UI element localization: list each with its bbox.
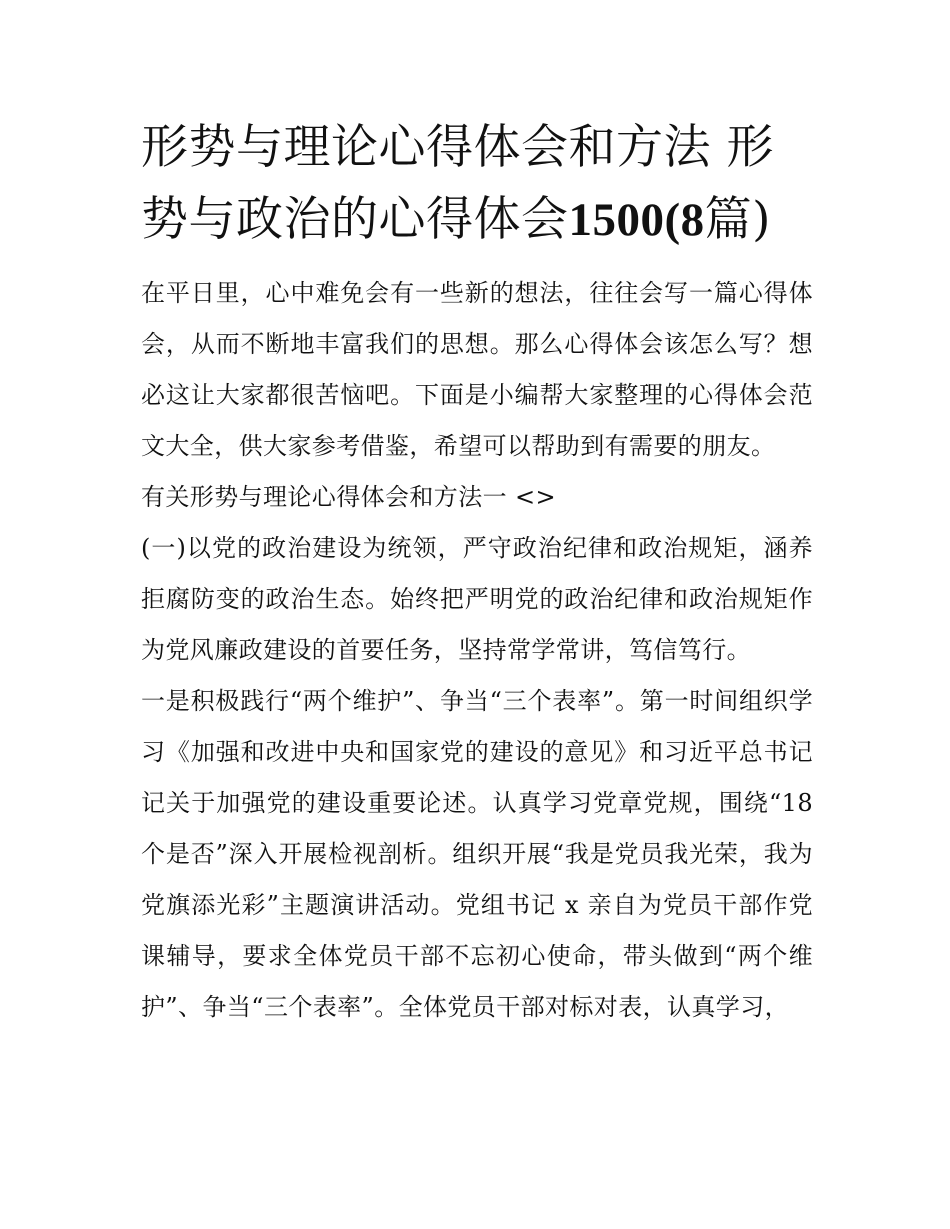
document-title — [141, 112, 813, 256]
title-text: 形势与理论心得体会和方法 形势与政治的心得体会 — [141, 120, 774, 247]
body-paragraph-2: 一是积极践行“两个维护”、争当“三个表率”。第一时间组织学习《加强和改进中央和国家党的建设的意见》和习近平总书记记关于加强党的建设重要论述。认真学习党章党规，围绕“18个是否”深入开展检视剖析。组织开展“我是党员我光荣，我为党旗添光彩”主题演讲活动。党组书记 x 亲自为党员干部作党课辅导，要求全体党员干部不忘初心使命，带头做到“两个维护”、争当“三个表率”。全体党员干部对标对表，认真学习， — [141, 687, 813, 1021]
body-paragraph-1: (一)以党的政治建设为统领，严守政治纪律和政治规矩，涵养拒腐防变的政治生态。始终把严明党的政治纪律和政治规矩作为党风廉政建设的首要任务，坚持常学常讲，笃信笃行。 — [141, 534, 813, 664]
intro-paragraph: 在平日里，心中难免会有一些新的想法，往往会写一篇心得体会，从而不断地丰富我们的思想。那么心得体会该怎么写？想必这让大家都很苦恼吧。下面是小编帮大家整理的心得体会范文大全，供大家参考借鉴，希望可以帮助到有需要的朋友。 — [141, 279, 813, 460]
document-body — [141, 112, 813, 1033]
section-heading: 有关形势与理论心得体会和方法一 <> — [141, 483, 557, 511]
title-number: 1500(8 — [568, 194, 705, 246]
title-suffix: 篇) — [704, 192, 771, 247]
